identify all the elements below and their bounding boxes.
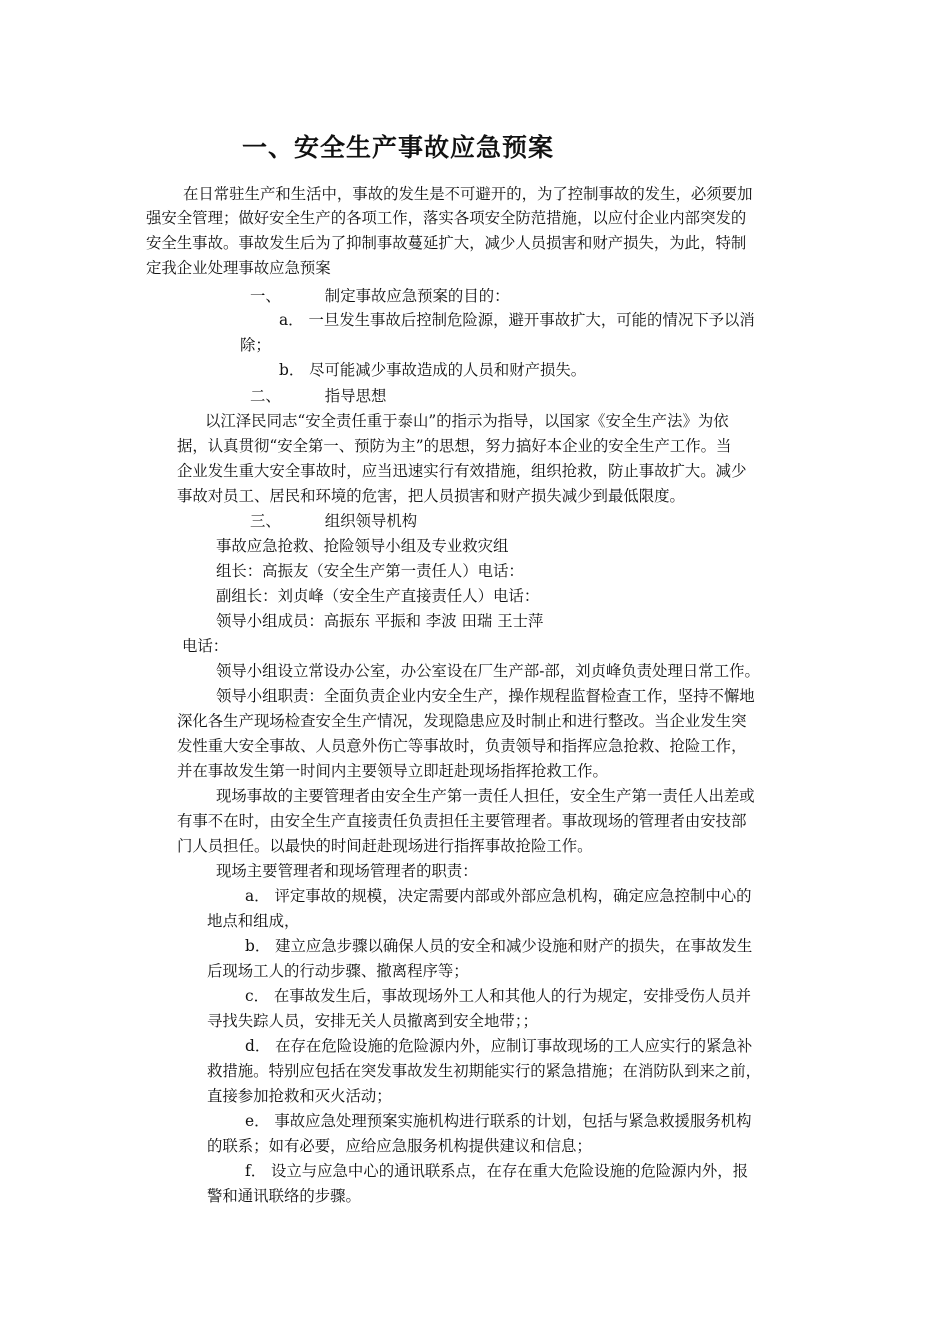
section-1-item-b: b． 尽可能减少事故造成的人员和财产损失。: [279, 361, 587, 379]
intro-line-4: 定我企业处理事故应急预案: [146, 259, 331, 277]
item-f-line-2: 警和通讯联络的步骤。: [207, 1187, 361, 1205]
section-3-number: 三、: [250, 512, 281, 530]
section-2-title: 指导思想: [324, 387, 387, 405]
section-2-line-4: 事故对员工、居民和环境的危害，把人员损害和财产损失减少到最低限度。: [177, 487, 685, 505]
section-3-line-3: 副组长：刘贞峰（安全生产直接责任人）电话：: [216, 587, 540, 605]
item-f-line-1: f． 设立与应急中心的通讯联系点，在存在重大危险设施的危险源内外，报: [245, 1162, 749, 1180]
section-3-heading: [250, 509, 417, 533]
section-3-line-1: 事故应急抢救、抢险领导小组及专业救灾组: [216, 537, 509, 555]
item-d-line-1: d． 在存在危险设施的危险源内外，应制订事故现场的工人应实行的紧急补: [245, 1037, 753, 1055]
section-1-number: 一、: [250, 287, 281, 305]
section-2-line-3: 企业发生重大安全事故时，应当迅速实行有效措施，组织抢救，防止事故扩大。减少: [177, 462, 747, 480]
item-e-line-1: e． 事故应急处理预案实施机构进行联系的计划，包括与紧急救援服务机构: [245, 1112, 752, 1130]
duties-line-1: 领导小组职责：全面负责企业内安全生产，操作规程监督检查工作，坚持不懈地: [216, 687, 755, 705]
section-2-line-1: 以江泽民同志“安全责任重于泰山”的指示为指导，以国家《安全生产法》为依: [205, 412, 729, 430]
section-1-item-a: a． 一旦发生事故后控制危险源，避开事故扩大，可能的情况下予以消: [279, 311, 755, 329]
section-1-heading: [250, 284, 510, 308]
section-2-line-2: 据，认真贯彻“安全第一、预防为主”的思想，努力搞好本企业的安全生产工作。当: [177, 437, 732, 455]
item-a-line-2: 地点和组成，: [207, 912, 300, 930]
intro-line-3: 安全生事故。事故发生后为了抑制事故蔓延扩大，减少人员损害和财产损失，为此，特制: [146, 234, 747, 252]
intro-line-2: 强安全管理；做好安全生产的各项工作，落实各项安全防范措施，以应付企业内部突发的: [146, 209, 747, 227]
page-title: 一、安全生产事故应急预案: [242, 133, 555, 162]
section-2-number: 二、: [250, 387, 281, 405]
item-c-line-1: c． 在事故发生后，事故现场外工人和其他人的行为规定，安排受伤人员并: [245, 987, 752, 1005]
duties-line-2: 深化各生产现场检查安全生产情况，发现隐患应及时制止和进行整改。当企业发生突: [177, 712, 747, 730]
site-line-1: 现场事故的主要管理者由安全生产第一责任人担任，安全生产第一责任人出差或: [216, 787, 755, 805]
item-b-line-1: b． 建立应急步骤以确保人员的安全和减少设施和财产的损失，在事故发生: [245, 937, 753, 955]
duties-line-3: 发性重大安全事故、人员意外伤亡等事故时，负责领导和指挥应急抢救、抢险工作，: [177, 737, 747, 755]
section-3-line-4: 领导小组成员：高振东 平振和 李波 田瑞 王士萍: [216, 612, 544, 630]
section-2-heading: [250, 384, 386, 408]
section-1-title: 制定事故应急预案的目的：: [324, 287, 510, 305]
item-c-line-2: 寻找失踪人员，安排无关人员撤离到安全地带；；: [207, 1012, 538, 1030]
site-line-2: 有事不在时，由安全生产直接责任负责担任主要管理者。事故现场的管理者由安技部: [177, 812, 747, 830]
intro-line-1: 在日常驻生产和生活中，事故的发生是不可避开的，为了控制事故的发生，必须要加: [183, 185, 753, 203]
item-d-line-3: 直接参加抢救和灭火活动；: [207, 1087, 392, 1105]
item-b-line-2: 后现场工人的行动步骤、撤离程序等；: [207, 962, 469, 980]
section-3-phone: 电话：: [182, 637, 229, 655]
duties-line-4: 并在事故发生第一时间内主要领导立即赶赴现场指挥抢救工作。: [177, 762, 608, 780]
section-3-title: 组织领导机构: [324, 512, 418, 530]
section-3-office: 领导小组设立常设办公室，办公室设在厂生产部-部，刘贞峰负责处理日常工作。: [216, 662, 760, 680]
site-line-3: 门人员担任。以最快的时间赶赴现场进行指挥事故抢险工作。: [177, 837, 593, 855]
section-1-item-a-cont: 除；: [240, 336, 271, 354]
section-3-line-2: 组长：高振友（安全生产第一责任人）电话：: [216, 562, 524, 580]
item-d-line-2: 救措施。特别应包括在突发事故发生初期能实行的紧急措施；在消防队到来之前，: [207, 1062, 762, 1080]
item-a-line-1: a． 评定事故的规模，决定需要内部或外部应急机构，确定应急控制中心的: [245, 887, 752, 905]
item-e-line-2: 的联系；如有必要，应给应急服务机构提供建议和信息；: [207, 1137, 592, 1155]
site-duties-title: 现场主要管理者和现场管理者的职责：: [216, 862, 478, 880]
